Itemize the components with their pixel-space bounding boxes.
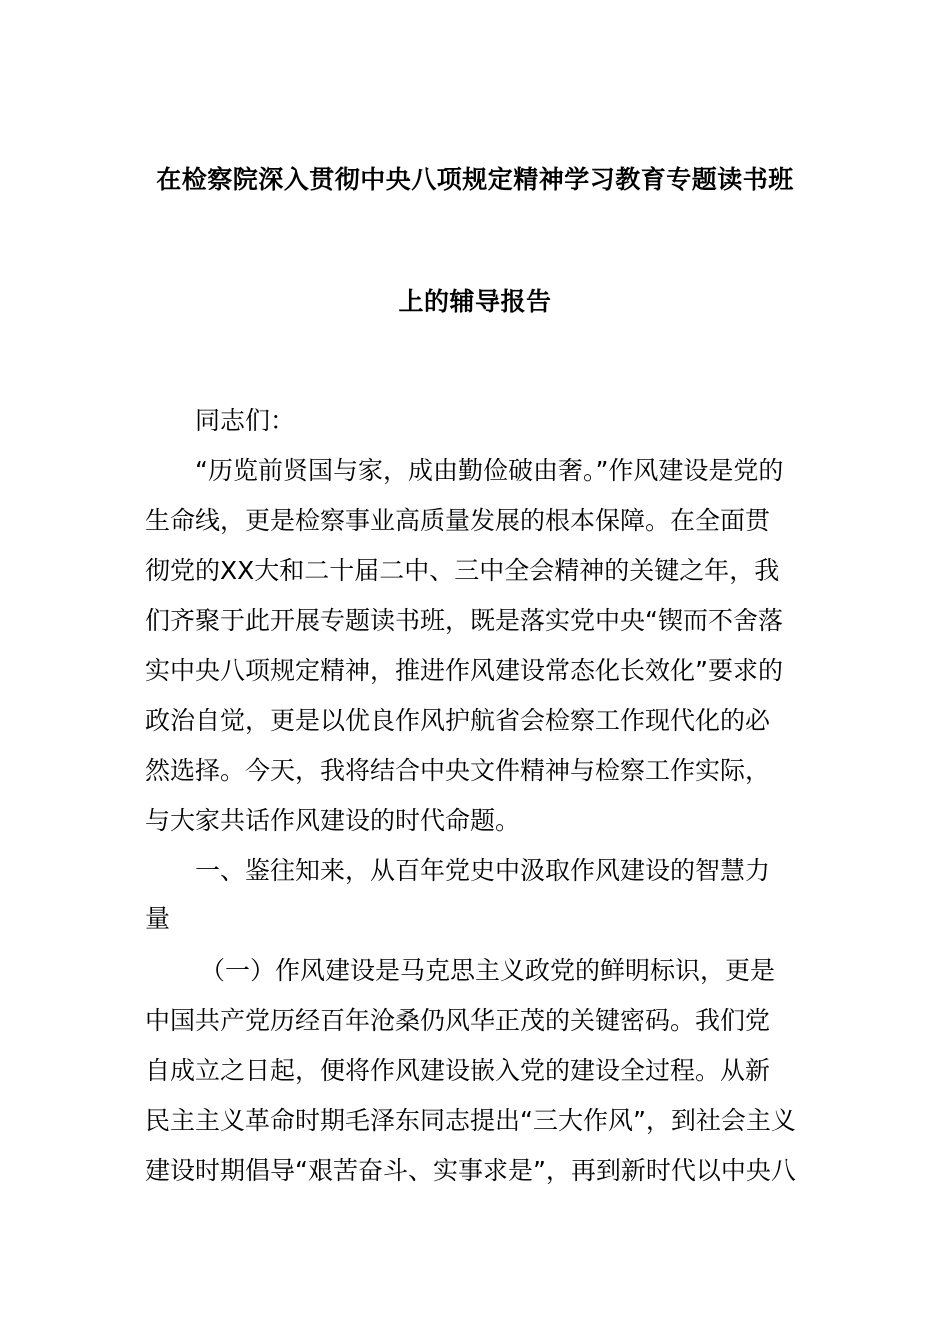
section-heading-1-line: 量 [145,904,171,933]
paragraph-1-line: 们齐聚于此开展专题读书班，既是落实党中央“锲而不舍落 [145,606,783,635]
paragraph-1-line: 生命线，更是检察事业高质量发展的根本保障。在全面贯 [145,506,771,535]
document-title-line-2: 上的辅导报告 [398,287,552,316]
paragraph-2-line: 民主主义革命时期毛泽东同志提出“三大作风”，到社会主义 [145,1106,796,1135]
paragraph-1-line: 然选择。今天，我将结合中央文件精神与检察工作实际， [145,756,771,785]
paragraph-2-line: （一）作风建设是马克思主义政党的鲜明标识，更是 [200,956,776,985]
paragraph-1-line: “历览前贤国与家，成由勤俭破由奢。”作风建设是党的 [195,456,784,485]
paragraph-2-line: 中国共产党历经百年沧桑仍风华正茂的关键密码。我们党 [145,1006,771,1035]
paragraph-1-line: 实中央八项规定精神，推进作风建设常态化长效化”要求的 [145,656,783,685]
paragraph-2-line: 建设时期倡导“艰苦奋斗、实事求是”，再到新时代以中央八 [145,1156,796,1185]
salutation: 同志们： [195,406,296,435]
section-heading-1-line: 一、鉴往知来，从百年党史中汲取作风建设的智慧力 [195,856,771,885]
document-title-line-1: 在检察院深入贯彻中央八项规定精神学习教育专题读书班 [156,165,794,194]
paragraph-1-line: 政治自觉，更是以优良作风护航省会检察工作现代化的必 [145,706,771,735]
paragraph-2-line: 自成立之日起，便将作风建设嵌入党的建设全过程。从新 [145,1056,771,1085]
paragraph-1-line: 与大家共话作风建设的时代命题。 [145,806,521,835]
paragraph-1-line: 彻党的XX大和二十届二中、三中全会精神的关键之年，我 [145,556,780,585]
